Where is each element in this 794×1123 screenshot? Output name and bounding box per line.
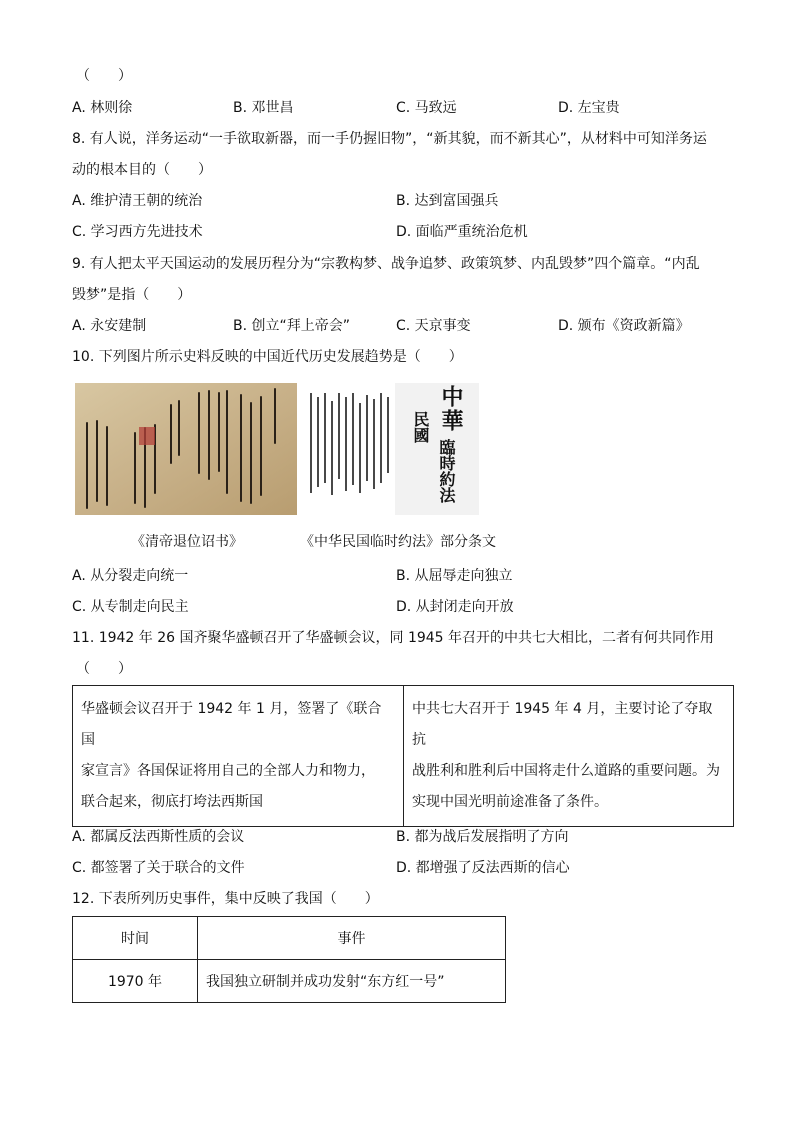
q9-option-a: A. 永安建制	[72, 318, 147, 334]
q11-comparison-table	[72, 685, 734, 827]
q9-option-d: D. 颁布《资政新篇》	[558, 318, 690, 334]
q11-cpc-seventh-cell	[404, 686, 734, 827]
q12-events-table	[72, 916, 506, 1003]
q10-stem: 10. 下列图片所示史料反映的中国近代历史发展趋势是（ ）	[72, 349, 463, 365]
q12-header-event: 事件	[198, 917, 506, 960]
q12-stem: 12. 下表所列历史事件，集中反映了我国（ ）	[72, 891, 379, 907]
q12-cell-event: 我国独立研制并成功发射“东方红一号”	[198, 960, 506, 1003]
q8-stem-line1: 8. 有人说，洋务运动“一手欲取新器，而一手仍握旧物”，“新其貌，而不新其心”，从材料中可知洋务运	[72, 131, 707, 147]
q11-right-line: 战胜利和胜利后中国将走什么道路的重要问题。为	[412, 763, 720, 779]
q7-option-b: B. 邓世昌	[233, 100, 294, 116]
q8-option-d: D. 面临严重统治危机	[396, 224, 528, 240]
q11-option-b: B. 都为战后发展指明了方向	[396, 829, 569, 845]
caption-abdication-edict: 《清帝退位诏书》	[131, 534, 243, 550]
q11-option-c: C. 都签署了关于联合的文件	[72, 860, 245, 876]
q11-washington-cell	[73, 686, 404, 827]
q10-option-a: A. 从分裂走向统一	[72, 568, 189, 584]
q8-option-a: A. 维护清王朝的统治	[72, 193, 203, 209]
q11-right-line: 实现中国光明前途准备了条件。	[412, 794, 608, 810]
q8-option-c: C. 学习西方先进技术	[72, 224, 203, 240]
q9-stem-line1: 9. 有人把太平天国运动的发展历程分为“宗教构梦、战争追梦、政策筑梦、内乱毁梦”四个篇章。“内乱	[72, 256, 700, 272]
q12-cell-year: 1970 年	[73, 960, 198, 1003]
q11-stem-line2: （ ）	[76, 661, 132, 677]
q8-option-b: B. 达到富国强兵	[396, 193, 499, 209]
q11-left-line: 家宣言》各国保证将用自己的全部人力和物力，	[81, 763, 375, 779]
q11-right-line: 中共七大召开于 1945 年 4 月，主要讨论了夺取抗	[412, 701, 713, 748]
q11-option-a: A. 都属反法西斯性质的会议	[72, 829, 245, 845]
constitution-title-left-column: 民國	[411, 411, 430, 443]
q9-option-b: B. 创立“拜上帝会”	[233, 318, 351, 334]
q10-option-d: D. 从封闭走向开放	[396, 599, 514, 615]
provisional-constitution-image	[303, 383, 479, 515]
q11-option-d: D. 都增强了反法西斯的信心	[396, 860, 570, 876]
q11-stem-line1: 11. 1942 年 26 国齐聚华盛顿召开了华盛顿会议，同 1945 年召开的中共七大相比，二者有何共同作用	[72, 630, 715, 646]
q7-option-d: D. 左宝贵	[558, 100, 620, 116]
q10-option-b: B. 从屈辱走向独立	[396, 568, 513, 584]
q7-option-c: C. 马致远	[396, 100, 457, 116]
q7-option-a: A. 林则徐	[72, 100, 133, 116]
q9-option-c: C. 天京事变	[396, 318, 471, 334]
q8-stem-line2: 动的根本目的（ ）	[72, 162, 212, 178]
q12-header-time: 时间	[73, 917, 198, 960]
caption-provisional-constitution: 《中华民国临时约法》部分条文	[300, 534, 496, 550]
q11-left-line: 联合起来，彻底打垮法西斯国	[81, 794, 263, 810]
q7-paren: （ ）	[76, 68, 132, 84]
constitution-title-bottom: 臨時約法	[437, 439, 456, 503]
constitution-title-right-column: 中華	[438, 385, 464, 433]
q9-stem-line2: 毁梦”是指（ ）	[72, 287, 192, 303]
q11-left-line: 华盛顿会议召开于 1942 年 1 月，签署了《联合国	[81, 701, 382, 748]
q10-option-c: C. 从专制走向民主	[72, 599, 189, 615]
abdication-edict-image	[75, 383, 297, 515]
